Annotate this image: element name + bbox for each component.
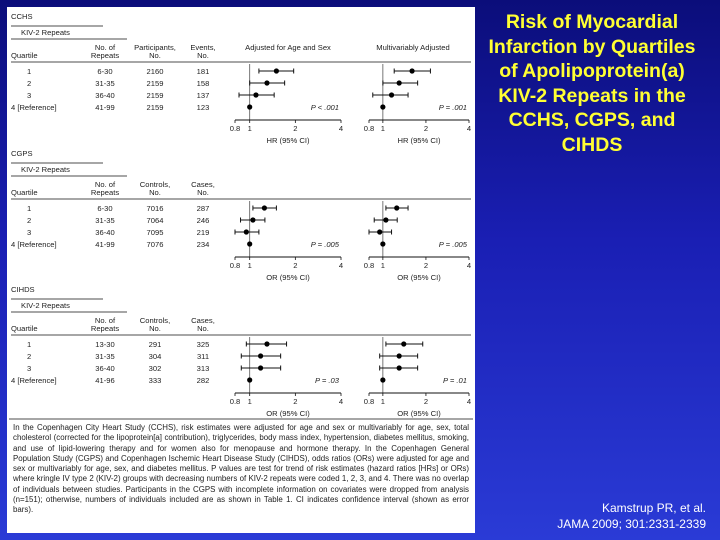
x-tick-label: 0.8 bbox=[229, 261, 241, 270]
col-header-quartile: Quartile bbox=[11, 324, 38, 333]
count3-value: 302 bbox=[148, 364, 162, 373]
count4-value: 246 bbox=[196, 216, 210, 225]
repeats-value: 41-99 bbox=[95, 240, 115, 249]
col-header-count3-2: No. bbox=[149, 51, 161, 60]
x-tick-label: 1 bbox=[247, 124, 252, 133]
repeats-value: 36-40 bbox=[95, 364, 115, 373]
x-axis-label: OR (95% CI) bbox=[397, 409, 441, 418]
x-tick-label: 2 bbox=[293, 261, 298, 270]
quartile-label: 2 bbox=[27, 352, 32, 361]
x-tick-label: 4 bbox=[466, 261, 472, 270]
estimate-point bbox=[397, 365, 402, 370]
quartile-label: 4 [Reference] bbox=[11, 376, 57, 385]
study-label: CIHDS bbox=[11, 285, 35, 294]
study-label: CGPS bbox=[11, 149, 33, 158]
repeats-value: 36-40 bbox=[95, 228, 115, 237]
count3-value: 333 bbox=[148, 376, 162, 385]
estimate-point bbox=[258, 353, 263, 358]
estimate-point bbox=[247, 241, 252, 246]
estimate-point bbox=[389, 92, 394, 97]
col-header-repeats-2: Repeats bbox=[90, 324, 120, 333]
col-header-repeats-2: Repeats bbox=[90, 188, 120, 197]
count3-value: 2160 bbox=[146, 67, 164, 76]
estimate-point bbox=[264, 80, 269, 85]
col-header-repeats-1: No. of bbox=[94, 43, 116, 52]
quartile-label: 3 bbox=[27, 91, 32, 100]
x-axis-label: HR (95% CI) bbox=[397, 136, 441, 145]
figure-caption: In the Copenhagen City Heart Study (CCHS), risk estimates were adjusted for age and sex or multivariably for age, sex, total cholesterol (corrected for the lipoprotein[a] contribution), triglycerides, body mass index, hypertension, diabetes mellitus, smoking, and use of lipid-lowering therapy and for women also for menopause and hormone therapy. In the Copenhagen General Population Study (CGPS) and Copenhagen Ischemic Heart Disease Study (CIHDS), odds ratios (ORs) were adjusted for age and sex or multivariably for age, sex, and diabetes mellitus. P values are test for trend of risk estimates (hazard ratios [HRs] or ORs) where kringle IV type 2 (KIV-2) groups with decreasing numbers of KIV-2 repeats were coded 1, 2, 3, and 4. There was no overlap of individuals between studies. Participants in the CGPS with incomplete information on covariates were dropped from analysis (n=151); otherwise, numbers of individuals included are as shown in Table 1. CI indicates confidence interval (shown as error bars). bbox=[13, 423, 469, 515]
col-header-count3-1: Controls, bbox=[139, 316, 171, 325]
estimate-point bbox=[250, 217, 255, 222]
estimate-point bbox=[397, 353, 402, 358]
p-value: P = .005 bbox=[438, 240, 467, 249]
repeats-value: 31-35 bbox=[95, 79, 115, 88]
estimate-point bbox=[394, 205, 399, 210]
count4-value: 123 bbox=[196, 103, 210, 112]
count4-value: 181 bbox=[196, 67, 210, 76]
count4-value: 158 bbox=[196, 79, 210, 88]
x-tick-label: 2 bbox=[293, 397, 298, 406]
p-value: P = .005 bbox=[310, 240, 339, 249]
count4-value: 219 bbox=[196, 228, 210, 237]
x-tick-label: 1 bbox=[380, 397, 385, 406]
count3-value: 7064 bbox=[146, 216, 164, 225]
count4-value: 234 bbox=[196, 240, 210, 249]
x-tick-label: 0.8 bbox=[363, 124, 375, 133]
right-panel-header: Multivariably Adjusted bbox=[376, 43, 450, 52]
p-value: P = .01 bbox=[443, 376, 467, 385]
estimate-point bbox=[264, 341, 269, 346]
p-value: P = .001 bbox=[438, 103, 467, 112]
x-tick-label: 0.8 bbox=[363, 397, 375, 406]
col-header-count3-2: No. bbox=[149, 188, 161, 197]
repeats-value: 36-40 bbox=[95, 91, 115, 100]
col-header-count4-2: No. bbox=[197, 188, 209, 197]
x-tick-label: 1 bbox=[380, 261, 385, 270]
estimate-point bbox=[380, 241, 385, 246]
count4-value: 137 bbox=[196, 91, 210, 100]
x-tick-label: 4 bbox=[466, 397, 472, 406]
repeats-group-label: KIV-2 Repeats bbox=[21, 301, 70, 310]
col-header-quartile: Quartile bbox=[11, 51, 38, 60]
quartile-label: 2 bbox=[27, 79, 32, 88]
x-tick-label: 0.8 bbox=[363, 261, 375, 270]
repeats-value: 41-96 bbox=[95, 376, 115, 385]
estimate-point bbox=[383, 217, 388, 222]
count3-value: 2159 bbox=[146, 91, 164, 100]
count3-value: 291 bbox=[148, 340, 162, 349]
estimate-point bbox=[247, 377, 252, 382]
count3-value: 7095 bbox=[146, 228, 164, 237]
study-label: CCHS bbox=[11, 12, 33, 21]
p-value: P = .03 bbox=[315, 376, 339, 385]
estimate-point bbox=[401, 341, 406, 346]
x-tick-label: 4 bbox=[338, 124, 344, 133]
repeats-value: 13-30 bbox=[95, 340, 115, 349]
x-axis-label: OR (95% CI) bbox=[266, 409, 310, 418]
col-header-count3-2: No. bbox=[149, 324, 161, 333]
quartile-label: 4 [Reference] bbox=[11, 103, 57, 112]
quartile-label: 1 bbox=[27, 340, 32, 349]
estimate-point bbox=[274, 68, 279, 73]
x-tick-label: 1 bbox=[247, 397, 252, 406]
count3-value: 304 bbox=[148, 352, 162, 361]
count4-value: 287 bbox=[196, 204, 210, 213]
quartile-label: 1 bbox=[27, 204, 32, 213]
estimate-point bbox=[262, 205, 267, 210]
count4-value: 313 bbox=[196, 364, 210, 373]
repeats-value: 31-35 bbox=[95, 216, 115, 225]
forest-plot-figure bbox=[7, 7, 475, 533]
col-header-count4-1: Events, bbox=[190, 43, 216, 52]
count3-value: 2159 bbox=[146, 103, 164, 112]
col-header-count3-1: Controls, bbox=[139, 180, 171, 189]
x-axis-label: OR (95% CI) bbox=[266, 273, 310, 282]
count3-value: 2159 bbox=[146, 79, 164, 88]
repeats-value: 31-35 bbox=[95, 352, 115, 361]
x-tick-label: 2 bbox=[423, 124, 429, 133]
quartile-label: 3 bbox=[27, 364, 32, 373]
estimate-point bbox=[258, 365, 263, 370]
citation-journal: JAMA 2009; 301:2331-2339 bbox=[557, 517, 706, 531]
count4-value: 325 bbox=[196, 340, 210, 349]
slide-title: Risk of Myocardial Infarction by Quartiles of Apolipoprotein(a) KIV-2 Repeats in the CCHS, CGPS, and CIHDS bbox=[488, 11, 696, 156]
count4-value: 282 bbox=[196, 376, 210, 385]
estimate-point bbox=[377, 229, 382, 234]
col-header-count4-1: Cases, bbox=[191, 316, 215, 325]
quartile-label: 4 [Reference] bbox=[11, 240, 57, 249]
x-tick-label: 4 bbox=[338, 397, 344, 406]
count4-value: 311 bbox=[196, 352, 210, 361]
estimate-point bbox=[397, 80, 402, 85]
citation-author: Kamstrup PR, et al. bbox=[601, 501, 706, 515]
x-tick-label: 1 bbox=[247, 261, 252, 270]
col-header-count4-1: Cases, bbox=[191, 180, 215, 189]
x-axis-label: OR (95% CI) bbox=[397, 273, 441, 282]
col-header-count4-2: No. bbox=[197, 51, 209, 60]
estimate-point bbox=[409, 68, 414, 73]
left-panel-header: Adjusted for Age and Sex bbox=[245, 43, 331, 52]
quartile-label: 1 bbox=[27, 67, 32, 76]
repeats-value: 6-30 bbox=[97, 67, 113, 76]
col-header-repeats-1: No. of bbox=[94, 180, 116, 189]
quartile-label: 2 bbox=[27, 216, 32, 225]
repeats-group-label: KIV-2 Repeats bbox=[21, 165, 70, 174]
x-axis-label: HR (95% CI) bbox=[266, 136, 310, 145]
col-header-count4-2: No. bbox=[197, 324, 209, 333]
repeats-value: 6-30 bbox=[97, 204, 113, 213]
quartile-label: 3 bbox=[27, 228, 32, 237]
estimate-point bbox=[380, 104, 385, 109]
x-tick-label: 4 bbox=[466, 124, 472, 133]
p-value: P < .001 bbox=[310, 103, 339, 112]
citation bbox=[480, 500, 706, 532]
estimate-point bbox=[244, 229, 249, 234]
count3-value: 7016 bbox=[146, 204, 164, 213]
x-tick-label: 0.8 bbox=[229, 124, 241, 133]
x-tick-label: 2 bbox=[423, 397, 429, 406]
count3-value: 7076 bbox=[146, 240, 164, 249]
x-tick-label: 2 bbox=[423, 261, 429, 270]
col-header-repeats-2: Repeats bbox=[90, 51, 120, 60]
repeats-value: 41-99 bbox=[95, 103, 115, 112]
x-tick-label: 0.8 bbox=[229, 397, 241, 406]
estimate-point bbox=[380, 377, 385, 382]
x-tick-label: 2 bbox=[293, 124, 298, 133]
x-tick-label: 1 bbox=[380, 124, 385, 133]
repeats-group-label: KIV-2 Repeats bbox=[21, 28, 70, 37]
estimate-point bbox=[247, 104, 252, 109]
col-header-count3-1: Participants, bbox=[134, 43, 176, 52]
estimate-point bbox=[253, 92, 258, 97]
x-tick-label: 4 bbox=[338, 261, 344, 270]
col-header-repeats-1: No. of bbox=[94, 316, 116, 325]
col-header-quartile: Quartile bbox=[11, 188, 38, 197]
